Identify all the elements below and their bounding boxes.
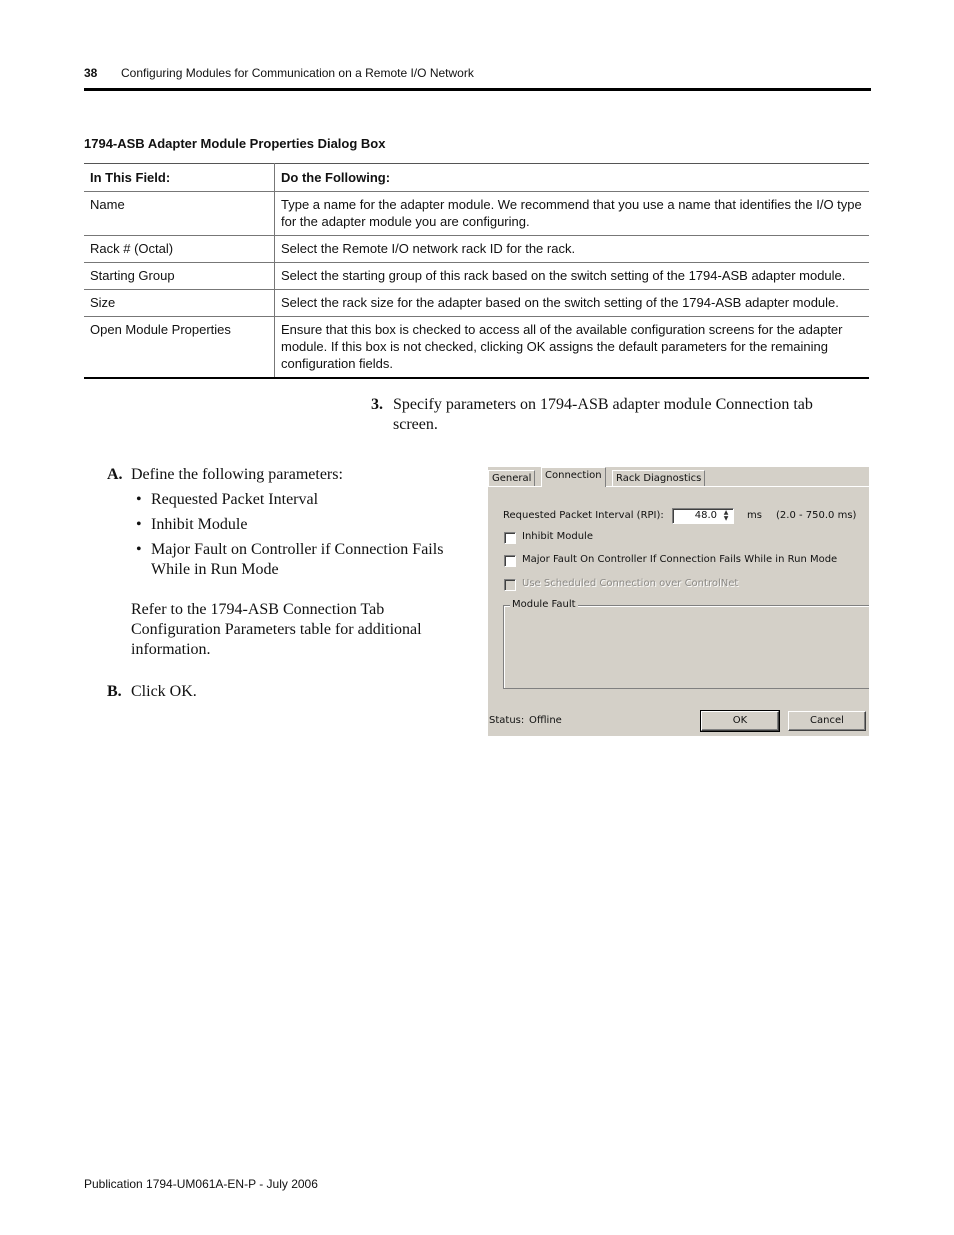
table-header-row (84, 164, 869, 192)
parameter-list (136, 490, 466, 585)
refer-text: Refer to the 1794-ASB Connection Tab Configuration Parameters table for additional information. (131, 601, 422, 658)
module-fault-groupbox (503, 605, 869, 689)
page-number: 38 (84, 66, 98, 80)
tab-label: General (492, 473, 532, 484)
header-rule (84, 88, 871, 91)
field-cell: Name (84, 192, 275, 236)
field-cell: Open Module Properties (84, 317, 275, 379)
cancel-button[interactable]: Cancel (788, 711, 866, 731)
table-title: 1794-ASB Adapter Module Properties Dialog Box (84, 136, 386, 151)
column-header-field: In This Field: (84, 164, 275, 192)
properties-table (84, 163, 869, 379)
rpi-range: (2.0 - 750.0 ms) (776, 510, 857, 521)
table-row (84, 290, 869, 317)
status-value: Offline (529, 715, 562, 726)
running-head: Configuring Modules for Communication on a Remote I/O Network (121, 66, 474, 80)
scheduled-connection-checkbox (504, 579, 516, 591)
bullet-icon: • (136, 516, 142, 533)
tab-rack-diagnostics[interactable] (612, 470, 705, 486)
inhibit-module-checkbox[interactable] (504, 532, 516, 544)
major-fault-label: Major Fault On Controller If Connection Fails While in Run Mode (522, 554, 838, 565)
step-b-text: Click OK. (131, 683, 197, 700)
step-a-label: A. (107, 466, 123, 483)
tab-general[interactable] (488, 470, 535, 486)
step-b-label: B. (107, 683, 122, 700)
rpi-value: 48.0 (694, 510, 717, 521)
tab-label: Connection (545, 470, 602, 481)
action-cell: Type a name for the adapter module. We recommend that you use a name that identifies the I/O type for the adapter module you are configuring. (275, 192, 870, 236)
field-cell: Size (84, 290, 275, 317)
step-3-text: Specify parameters on 1794-ASB adapter module Connection tab screen. (393, 396, 813, 433)
tab-connection[interactable] (541, 467, 606, 487)
field-cell: Starting Group (84, 263, 275, 290)
tab-label: Rack Diagnostics (616, 473, 702, 484)
inhibit-module-label: Inhibit Module (522, 531, 593, 542)
action-cell: Select the Remote I/O network rack ID for the rack. (275, 236, 870, 263)
step-3-number: 3. (371, 396, 383, 413)
table-row (84, 192, 869, 236)
table-row (84, 317, 869, 379)
connection-tab-dialog (488, 467, 869, 736)
action-cell: Select the starting group of this rack based on the switch setting of the 1794-ASB adapter module. (275, 263, 870, 290)
rpi-unit: ms (747, 510, 762, 521)
list-item-text: Major Fault on Controller if Connection Fails While in Run Mode (151, 541, 444, 578)
column-header-action: Do the Following: (275, 164, 870, 192)
module-fault-title: Module Fault (512, 599, 576, 610)
status-label: Status: (489, 715, 525, 726)
bullet-icon: • (136, 541, 142, 558)
step-a-text: Define the following parameters: (131, 466, 343, 483)
list-item-text: Inhibit Module (151, 516, 248, 533)
bullet-icon: • (136, 491, 142, 508)
publication-footer: Publication 1794-UM061A-EN-P - July 2006 (84, 1177, 318, 1191)
major-fault-checkbox[interactable] (504, 555, 516, 567)
scheduled-connection-label: Use Scheduled Connection over ControlNet (522, 578, 739, 589)
list-item (136, 515, 466, 535)
action-cell: Ensure that this box is checked to access all of the available configuration screens for the adapter module. If this box is not checked, clicking OK assigns the default parameters for the remaining configuration fields. (275, 317, 870, 379)
list-item-text: Requested Packet Interval (151, 491, 319, 508)
rpi-label: Requested Packet Interval (RPI): (503, 510, 664, 521)
list-item (136, 490, 466, 510)
action-cell: Select the rack size for the adapter based on the switch setting of the 1794-ASB adapter module. (275, 290, 870, 317)
field-cell: Rack # (Octal) (84, 236, 275, 263)
table-row (84, 236, 869, 263)
table-row (84, 263, 869, 290)
ok-button[interactable]: OK (701, 711, 779, 731)
list-item (136, 540, 466, 580)
spinner-arrows-icon[interactable]: ▲ ▼ (723, 509, 729, 522)
rpi-input[interactable] (672, 508, 734, 524)
